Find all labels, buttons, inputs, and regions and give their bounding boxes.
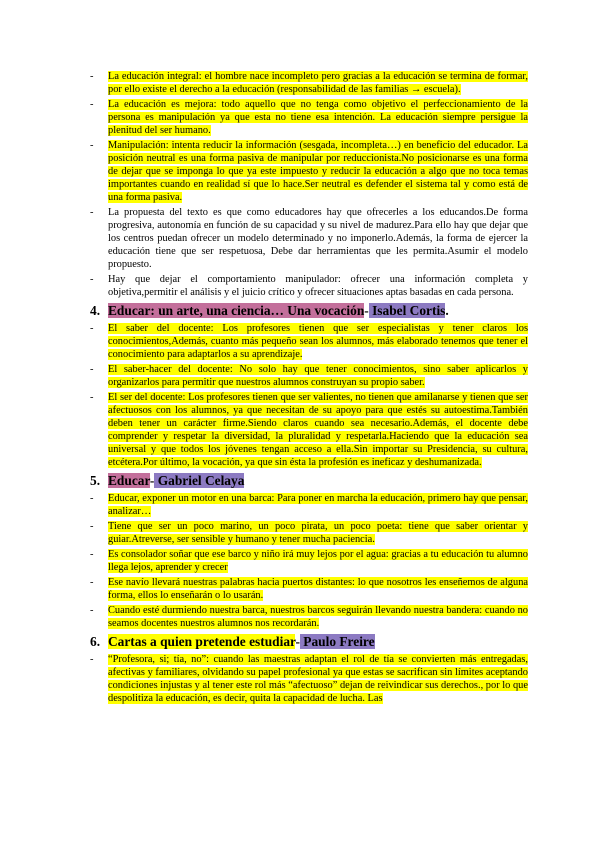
bullet-dash: -	[90, 140, 94, 151]
bullet-item	[90, 139, 528, 204]
bullet-text: La propuesta del texto es que como educadores hay que ofrecerles a los educandos.De forma progresiva, autonomía en función de su capacidad y su nivel de madurez.Para ello hay que dejar que los centros puedan ofrecer un modelo determinado y no imponerlo.Además, la forma de ejercer la educación tiene que ser respetuosa, Debe dar herramientas que les permita.Asumir el modelo propuesto.	[108, 207, 528, 270]
section-bullet-list	[90, 492, 528, 630]
section-number: 6.	[90, 634, 101, 649]
section-author: Isabel Cortis	[368, 303, 446, 318]
bullet-item	[90, 548, 528, 574]
bullet-text: Manipulación: intenta reducir la información (sesgada, incompleta…) en beneficio del educador. La posición neutral es una forma pasiva de manipular por reduccionista.No posicionarse es una forma de dejar que se imponga lo que ya este impuesto y reducir la educación a algo que no toca temas importantes cuando en realidad sí que lo hace.Ser neutral es defender el sistema tal y como está de una forma pasiva.	[108, 140, 528, 203]
bullet-dash: -	[90, 521, 94, 532]
bullet-dash: -	[90, 605, 94, 616]
section-bullet-list	[90, 653, 528, 705]
section-heading	[90, 472, 528, 490]
bullet-item	[90, 391, 528, 469]
bullet-item	[90, 70, 528, 96]
section-author: Paulo Freire	[299, 634, 375, 649]
bullet-item	[90, 492, 528, 518]
bullet-item	[90, 653, 528, 705]
bullet-text: Es consolador soñar que ese barco y niño irá muy lejos por el agua: gracias a tu educación tu alumno llega lejos, aprender y crecer	[108, 549, 528, 573]
title-separator: -	[364, 303, 369, 318]
bullet-text: Ese navío llevará nuestras palabras hacia puertos distantes: lo que nosotros les enseñemos de alguna forma, ellos lo enseñarán o lo usarán.	[108, 577, 528, 601]
bullet-dash: -	[90, 654, 94, 665]
bullet-item	[90, 98, 528, 137]
bullet-dash: -	[90, 493, 94, 504]
bullet-item	[90, 520, 528, 546]
bullet-item	[90, 363, 528, 389]
title-end-punct: .	[445, 303, 449, 318]
bullet-text: La educación integral: el hombre nace incompleto pero gracias a la educación se termina de formar, por ello existe el derecho a la educación (responsabilidad de las familias → escuela).	[108, 71, 528, 95]
bullet-dash: -	[90, 99, 94, 110]
bullet-dash: -	[90, 392, 94, 403]
title-separator: -	[295, 634, 300, 649]
bullet-dash: -	[90, 207, 94, 218]
bullet-item	[90, 604, 528, 630]
bullet-dash: -	[90, 364, 94, 375]
section-heading	[90, 633, 528, 651]
bullet-text: El ser del docente: Los profesores tienen que ser valientes, no tienen que amilanarse y tienen que ser afectuosos con los alumnos, ya que necesitan de su apoyo para que estés su autoestima.También deben tener un carácter firme.Siendo claros cuando sea necesario.Además, el docente debe comprender y respetar la diversidad, la pluralidad y respetarla.Haciendo que la educación sea universal y que todos los jóvenes tengan acceso a ella.Sin importar su Presidencia, su cultura, etcétera.Por último, la vocación, ya que sin ésta la profesión es ineficaz y deshumanizada.	[108, 392, 528, 468]
section-author: Gabriel Celaya	[154, 473, 245, 488]
bullet-text: La educación es mejora: todo aquello que no tenga como objetivo el perfeccionamiento de la persona es manipulación ya que esta no tiene esa intención. La educación siempre persigue la plenitud del ser humano.	[108, 99, 528, 136]
bullet-item	[90, 273, 528, 299]
section-heading	[90, 302, 528, 320]
bullet-text: Tiene que ser un poco marino, un poco pirata, un poco poeta: tiene que saber orientar y guiar.Atreverse, ser sensible y humano y tener mucha paciencia.	[108, 521, 528, 545]
bullet-dash: -	[90, 323, 94, 334]
title-separator: -	[149, 473, 155, 488]
section-bullet-list	[90, 322, 528, 469]
bullet-text: El saber-hacer del docente: No solo hay que tener conocimientos, sino saber aplicarlos y organizarlos para permitir que nuestros alumnos construyan su propio saber.	[108, 364, 528, 388]
bullet-item	[90, 206, 528, 271]
bullet-text: Hay que dejar el comportamiento manipulador: ofrecer una información completa y objetiva,permitir el análisis y el juicio crítico y ofrecer situaciones aptas basadas en cada persona.	[108, 274, 528, 298]
section-number: 5.	[90, 473, 101, 488]
bullet-dash: -	[90, 274, 94, 285]
bullet-text: Educar, exponer un motor en una barca: Para poner en marcha la educación, primero hay que pensar, analizar…	[108, 493, 528, 517]
bullet-text: Cuando esté durmiendo nuestra barca, nuestros barcos seguirán llevando nuestra bandera: cuando no seamos docentes nuestros alumnos nos recordarán.	[108, 605, 528, 629]
intro-bullet-list	[90, 70, 528, 299]
sections-container	[90, 302, 528, 705]
bullet-dash: -	[90, 71, 94, 82]
section-number: 4.	[90, 303, 101, 318]
bullet-text: El saber del docente: Los profesores tienen que ser especialistas y tener claros los conocimientos,Además, cuanto más pequeño sean los alumnos, más elaborado tenemos que tener el conocimiento para adaptarlos a su aprendizaje.	[108, 323, 528, 360]
section-title: Educar: un arte, una ciencia… Una vocación	[108, 303, 365, 318]
bullet-item	[90, 322, 528, 361]
bullet-item	[90, 576, 528, 602]
bullet-dash: -	[90, 577, 94, 588]
bullet-dash: -	[90, 549, 94, 560]
section-title: Cartas a quien pretende estudiar	[108, 634, 296, 649]
bullet-text: “Profesora, si; tía, no”: cuando las maestras adaptan el rol de tía se convierten más entregadas, afectivas y familiares, olvidando su papel profesional ya que estas se sacrifican sin límites aceptando condiciones injustas y al tener este rol más “afectuoso” dejan de reivindicar sus derechos., por lo que despolitiza la educación, es decir, quita la capacidad de lucha. Las	[108, 654, 528, 704]
section-title: Educar	[108, 473, 150, 488]
